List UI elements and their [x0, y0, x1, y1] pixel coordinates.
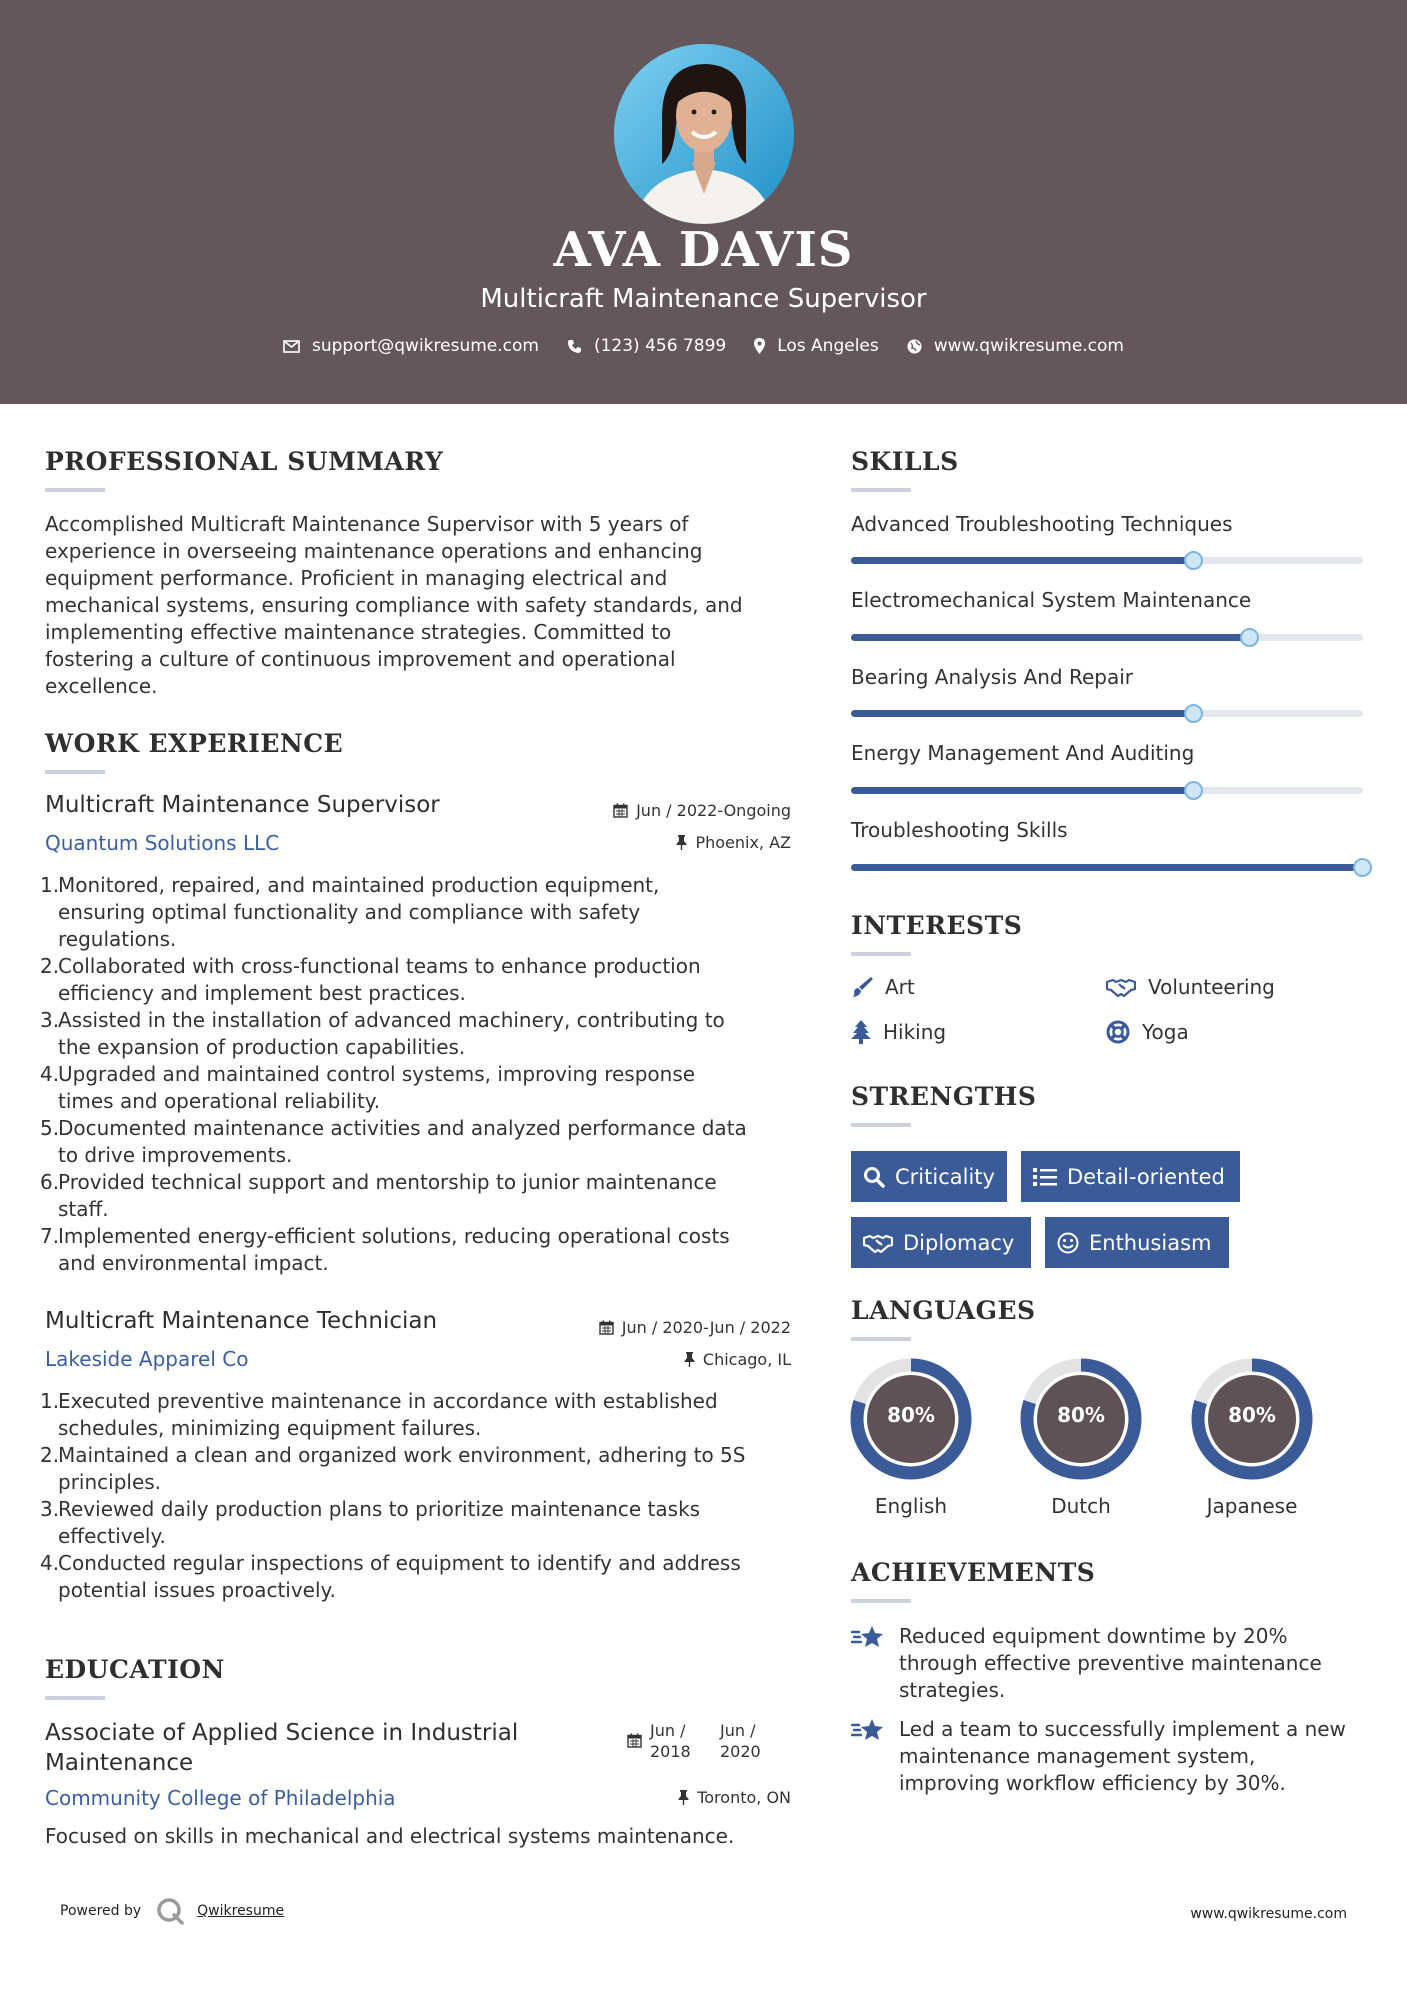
paintbrush-icon — [851, 976, 873, 998]
map-pin-icon — [754, 338, 765, 354]
globe-icon — [907, 339, 922, 354]
summary-line: fostering a culture of continuous improvement and operational — [45, 647, 676, 671]
list-icon — [1033, 1167, 1057, 1187]
calendar-icon — [613, 803, 628, 818]
summary-text — [45, 511, 785, 700]
qwikresume-logo-icon — [155, 1896, 185, 1926]
list-item: 4. Conducted regular inspections of equipment to identify and address potential issues proactively. — [40, 1551, 741, 1602]
tree-icon — [851, 1020, 871, 1044]
skill-name: Electromechanical System Maintenance — [851, 588, 1252, 612]
interest-hiking: Hiking — [851, 1020, 946, 1044]
interest-volunteering: Volunteering — [1106, 975, 1275, 999]
list-item: 5. Documented maintenance activities and analyzed performance data to drive improvements. — [40, 1116, 747, 1167]
summary-line: mechanical systems, ensuring compliance with safety standards, and — [45, 593, 743, 617]
contact-email[interactable]: support@qwikresume.com — [283, 336, 539, 356]
education-location: Toronto, ON — [560, 1788, 791, 1807]
skill-name: Troubleshooting Skills — [851, 818, 1068, 842]
summary-line: excellence. — [45, 674, 158, 698]
job-title: Multicraft Maintenance Supervisor — [45, 792, 440, 818]
language-name: Dutch — [1051, 1494, 1111, 1518]
education-heading: EDUCATION — [45, 1655, 225, 1684]
summary-divider — [45, 488, 105, 492]
experience-heading: WORK EXPERIENCE — [45, 729, 344, 758]
skill-bar — [851, 557, 1363, 564]
achievement-item: Reduced equipment downtime by 20% through effective preventive maintenance strategies. — [851, 1623, 1379, 1704]
job-company[interactable]: Lakeside Apparel Co — [45, 1347, 249, 1371]
list-item: 7. Implemented energy-efficient solutions, reducing operational costs and environmental impact. — [40, 1224, 730, 1275]
skill-bar — [851, 710, 1363, 717]
language-name: Japanese — [1206, 1494, 1298, 1518]
header-banner — [0, 0, 1407, 404]
language-dutch — [1020, 1358, 1142, 1518]
achievements-divider — [851, 1599, 911, 1603]
candidate-name: AVA DAVIS — [553, 222, 854, 278]
interests-divider — [851, 952, 911, 956]
contact-website[interactable]: www.qwikresume.com — [907, 336, 1124, 356]
job-dates: Jun / 2020-Jun / 2022 — [560, 1318, 791, 1337]
footer-powered-by: Powered by Qwikresume — [60, 1896, 284, 1926]
skill-bar — [851, 787, 1363, 794]
qwikresume-link[interactable]: Qwikresume — [197, 1903, 285, 1919]
footer-website[interactable]: www.qwikresume.com — [1190, 1906, 1347, 1922]
skill-bar — [851, 864, 1363, 871]
language-name: English — [874, 1494, 948, 1518]
strength-chip: Diplomacy — [851, 1217, 1031, 1268]
education-divider — [45, 1696, 105, 1700]
skills-heading: SKILLS — [851, 447, 959, 476]
handshake-icon — [863, 1233, 893, 1253]
skills-divider — [851, 488, 911, 492]
phone-icon — [567, 339, 582, 354]
candidate-title: Multicraft Maintenance Supervisor — [480, 284, 927, 314]
list-item: 6. Provided technical support and mentorship to junior maintenance staff. — [40, 1170, 717, 1221]
list-item: 4. Upgraded and maintained control systems, improving response times and operational reliability. — [40, 1062, 696, 1113]
job-location: Chicago, IL — [560, 1350, 791, 1369]
languages-heading: LANGUAGES — [851, 1296, 1036, 1325]
summary-line: implementing effective maintenance strategies. Committed to — [45, 620, 672, 644]
job-company[interactable]: Quantum Solutions LLC — [45, 831, 280, 855]
languages-divider — [851, 1337, 911, 1341]
degree-title: Associate of Applied Science in Industrial Maintenance — [45, 1720, 519, 1776]
list-item: 3. Assisted in the installation of advanced machinery, contributing to the expansion of production capabilities. — [40, 1008, 725, 1059]
job-title: Multicraft Maintenance Technician — [45, 1308, 438, 1334]
pushpin-icon — [684, 1352, 695, 1367]
lifebuoy-icon — [1106, 1020, 1130, 1044]
strengths-heading: STRENGTHS — [851, 1082, 1037, 1111]
contact-location: Los Angeles — [754, 336, 879, 356]
language-japanese — [1191, 1358, 1313, 1518]
education-description: Focused on skills in mechanical and electrical systems maintenance. — [45, 1824, 735, 1848]
experience-divider — [45, 770, 105, 774]
smile-icon — [1057, 1232, 1079, 1254]
job-responsibilities — [40, 1388, 800, 1604]
language-percent: 80% — [1228, 1403, 1276, 1427]
envelope-icon — [283, 340, 300, 353]
handshake-icon — [1106, 977, 1136, 997]
contact-phone[interactable]: (123) 456 7899 — [567, 336, 726, 356]
shooting-star-icon — [851, 1716, 885, 1744]
search-icon — [863, 1166, 885, 1188]
list-item: 2. Collaborated with cross-functional teams to enhance production efficiency and implement best practices. — [40, 954, 701, 1005]
language-percent: 80% — [1057, 1403, 1105, 1427]
list-item: 2. Maintained a clean and organized work environment, adhering to 5S principles. — [40, 1443, 746, 1494]
school-name[interactable]: Community College of Philadelphia — [45, 1786, 396, 1810]
skill-name: Energy Management And Auditing — [851, 741, 1195, 765]
summary-line: Accomplished Multicraft Maintenance Supervisor with 5 years of — [45, 512, 689, 536]
job-responsibilities — [40, 872, 800, 1277]
shooting-star-icon — [851, 1623, 885, 1651]
summary-line: equipment performance. Proficient in managing electrical and — [45, 566, 668, 590]
skill-bar — [851, 634, 1363, 641]
pushpin-icon — [676, 835, 687, 850]
pushpin-icon — [678, 1790, 689, 1805]
interest-art: Art — [851, 975, 915, 999]
language-percent: 80% — [887, 1403, 935, 1427]
list-item: 3. Reviewed daily production plans to prioritize maintenance tasks effectively. — [40, 1497, 701, 1548]
summary-heading: PROFESSIONAL SUMMARY — [45, 447, 444, 476]
strength-chip: Enthusiasm — [1045, 1217, 1229, 1268]
contact-bar — [0, 336, 1407, 356]
job-location: Phoenix, AZ — [560, 833, 791, 852]
list-item: 1. Executed preventive maintenance in accordance with established schedules, minimizing equipment failures. — [40, 1389, 718, 1440]
strength-chip: Detail-oriented — [1021, 1151, 1240, 1202]
achievements-heading: ACHIEVEMENTS — [851, 1558, 1096, 1587]
summary-line: experience in overseeing maintenance operations and enhancing — [45, 539, 703, 563]
skill-name: Advanced Troubleshooting Techniques — [851, 512, 1233, 536]
skill-name: Bearing Analysis And Repair — [851, 665, 1133, 689]
achievement-item: Led a team to successfully implement a new maintenance management system, improving workflow efficiency by 30%. — [851, 1716, 1379, 1797]
calendar-icon — [627, 1733, 642, 1748]
interests-heading: INTERESTS — [851, 911, 1023, 940]
strength-chip: Criticality — [851, 1151, 1007, 1202]
list-item: 1. Monitored, repaired, and maintained production equipment, ensuring optimal functionality and compliance with safety regulations. — [40, 873, 660, 951]
strengths-divider — [851, 1123, 911, 1127]
interest-yoga: Yoga — [1106, 1020, 1189, 1044]
education-dates: Jun / 2018 Jun / 2020 — [627, 1720, 770, 1762]
calendar-icon — [599, 1320, 614, 1335]
profile-photo — [614, 44, 794, 224]
job-dates: Jun / 2022-Ongoing — [560, 801, 791, 820]
language-english — [850, 1358, 972, 1518]
